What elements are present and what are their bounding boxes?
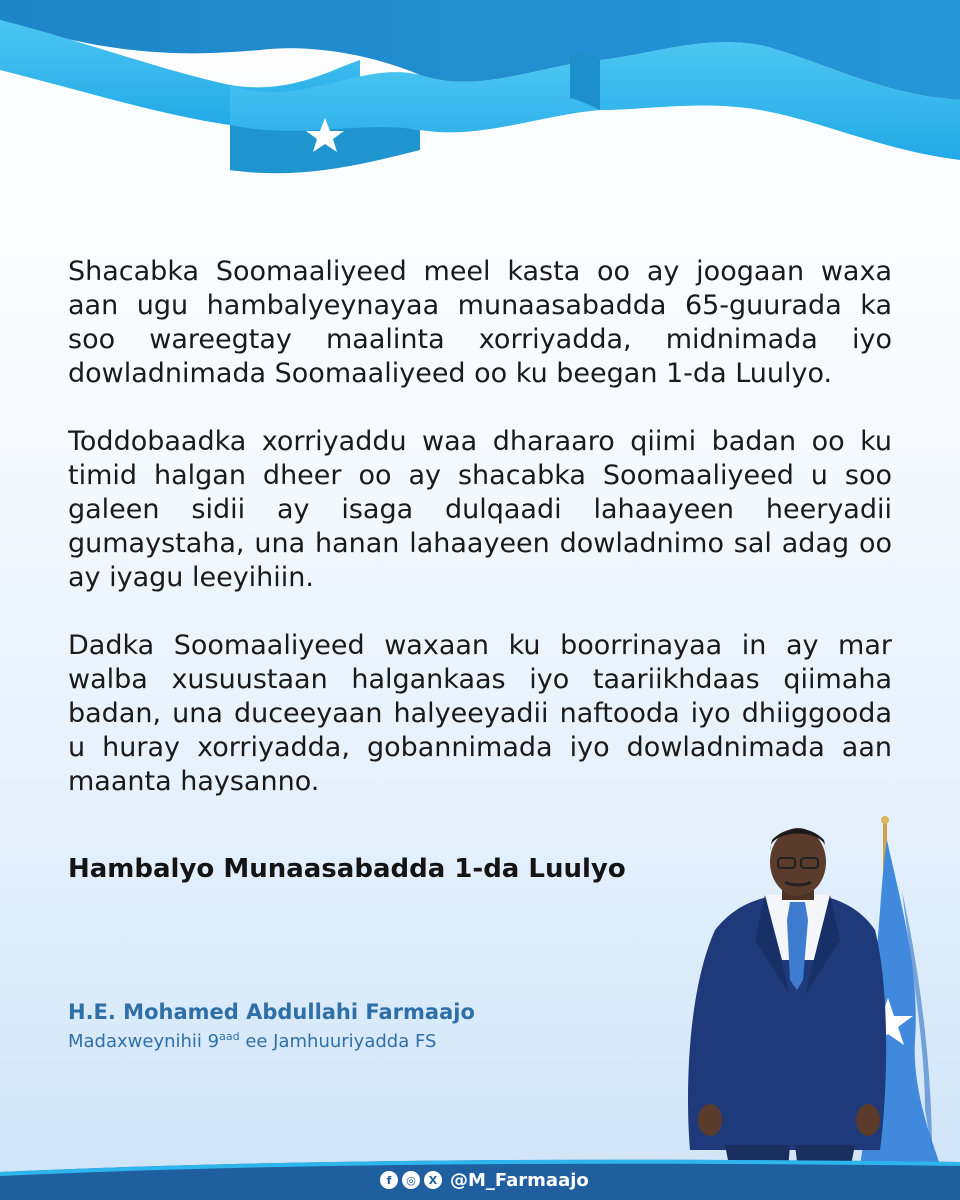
instagram-icon[interactable]: ◎ xyxy=(402,1171,420,1189)
signature-title: Madaxweynihii $9^{aad}$ ee Jamhuuriyadda FS xyxy=(68,1030,437,1052)
letter-paragraph: Toddobaadka xorriyaddu waa dharaaro qiimi badan oo ku timid halgan dheer oo ay shacabka Soomaaliyeed u soo galeen sidii ay isaga dulqaadi lahaayeen heeryadii gumaystaha, una hanan lahaayeen dowladnimo sal adag oo ay iyagu leeyihiin. xyxy=(68,426,892,593)
flag-ribbon-banner xyxy=(0,0,960,200)
facebook-icon[interactable]: f xyxy=(380,1171,398,1189)
signature-name: H.E. Mohamed Abdullahi Farmaajo xyxy=(68,1000,475,1024)
social-footer xyxy=(380,1168,589,1192)
letter-paragraph: Dadka Soomaaliyeed waxaan ku boorrinayaa in ay mar walba xusuustaan halgankaas iyo taariikhdaas qiimaha badan, una duceeyaan halyeeyadii naftooda iyo dhiiggooda u huray xorriyadda, gobannimada iyo dowladnimada aan maanta haysanno. xyxy=(68,630,892,797)
portrait-with-flag xyxy=(670,810,960,1170)
closing-greeting: Hambalyo Munaasabadda 1-da Luulyo xyxy=(68,854,626,884)
social-handle[interactable]: @M_Farmaajo xyxy=(450,1169,589,1191)
x-icon[interactable]: X xyxy=(424,1171,442,1189)
letter-body xyxy=(68,255,892,833)
letter-paragraph: Shacabka Soomaaliyeed meel kasta oo ay joogaan waxa aan ugu hambalyeynayaa munaasabadda 65-guurada ka soo wareegtay maalinta xorriyadda, midnimada iyo dowladnimada Soomaaliyeed oo ku beegan 1-da Luulyo. xyxy=(68,256,892,389)
